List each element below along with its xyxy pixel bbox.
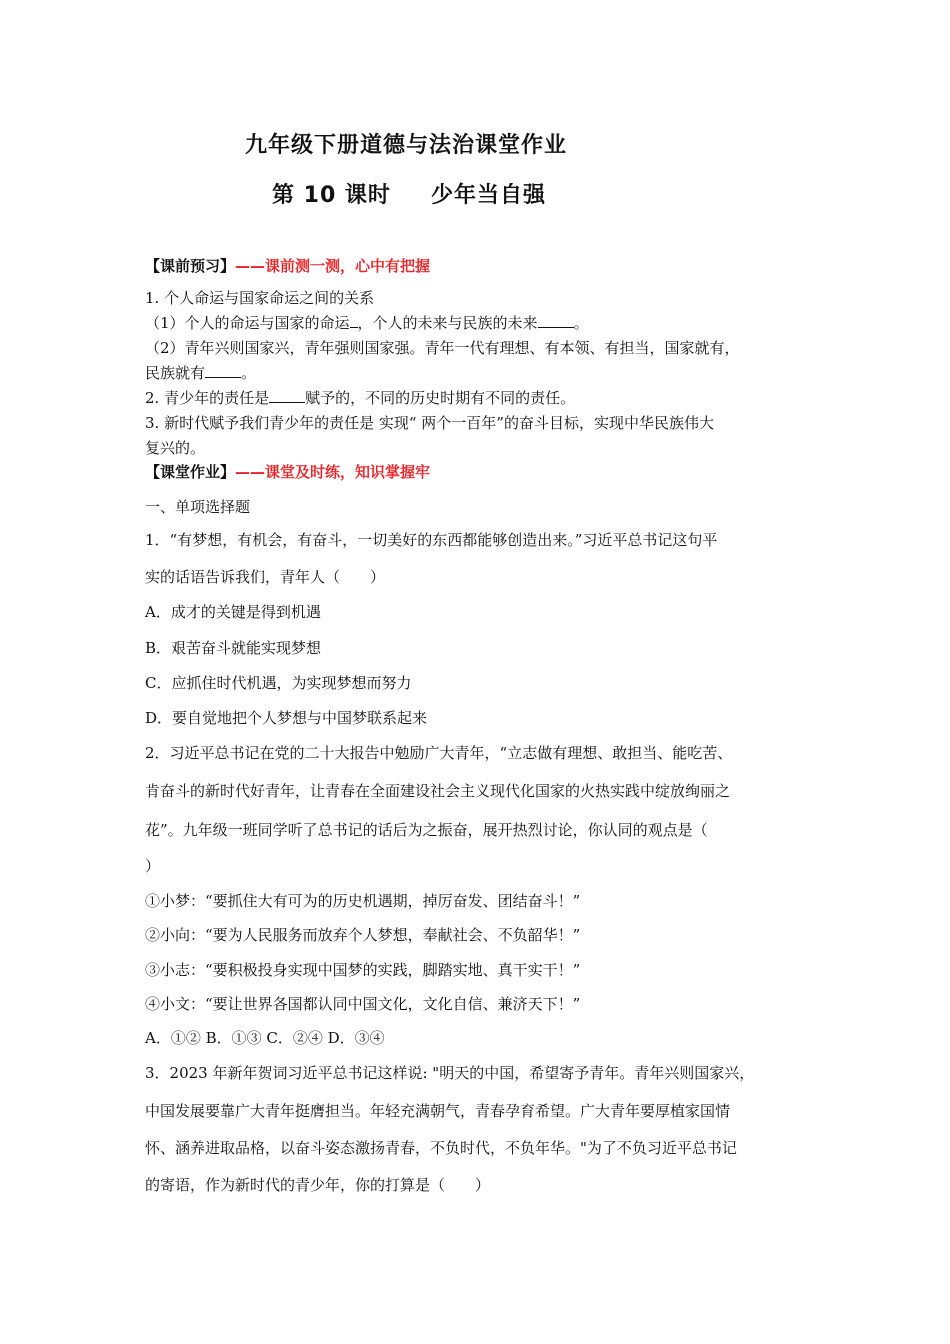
q1-option-a[interactable]: A．成才的关键是得到机遇 <box>145 603 321 621</box>
preview-line-2: （1）个人的命运与国家的命运 ，个人的未来与民族的未来 。 <box>145 314 589 332</box>
q1-option-b[interactable]: B．艰苦奋斗就能实现梦想 <box>145 639 322 657</box>
q2-stem-line-2: 肯奋斗的新时代好青年，让青春在全面建设社会主义现代化国家的火热实践中绽放绚丽之 <box>145 782 731 800</box>
q1-option-c[interactable]: C．应抓住时代机遇，为实现梦想而努力 <box>145 674 412 692</box>
preview-slogan: ——课前测一测，心中有把握 <box>235 257 431 275</box>
preview-line-1: 1. 个人命运与国家命运之间的关系 <box>145 289 375 307</box>
q3-stem-line-2: 中国发展要靠广大青年挺膺担当。年轻充满朝气，青春孕育希望。广大青年要厚植家国情 <box>145 1102 731 1120</box>
q2-statement-4: ④小文：“要让世界各国都认同中国文化，文化自信、兼济天下！” <box>145 995 581 1013</box>
q2-statement-1: ①小梦：“要抓住大有可为的历史机遇期，掉厉奋发、团结奋斗！” <box>145 892 581 910</box>
fill-blank[interactable] <box>269 388 305 403</box>
lesson-heading <box>272 178 546 209</box>
q1-stem-line-2: 实的话语告诉我们，青年人（ ） <box>145 568 386 586</box>
q1-option-d[interactable]: D．要自觉地把个人梦想与中国梦联系起来 <box>145 709 428 727</box>
q1-stem-line-1: 1．“有梦想，有机会，有奋斗，一切美好的东西都能够创造出来。”习近平总书记这句平 <box>145 531 718 549</box>
fill-blank[interactable] <box>538 313 574 328</box>
lesson-number: 第 10 课时 <box>272 183 391 208</box>
q2-stem-line-3: 花”。九年级一班同学听了总书记的话后为之振奋，展开热烈讨论，你认同的观点是（ <box>145 821 708 839</box>
q2-statement-3: ③小志：“要积极投身实现中国梦的实践，脚踏实地、真干实干！” <box>145 961 581 979</box>
q2-statement-2: ②小向：“要为人民服务而放弃个人梦想，奉献社会、不负韶华！” <box>145 926 581 944</box>
preview-line-3: （2）青年兴则国家兴，青年强则国家强。青年一代有理想、有本领、有担当，国家就有， <box>145 339 740 357</box>
fill-blank[interactable] <box>205 363 241 378</box>
preview-line-4: 民族就有 。 <box>145 364 257 382</box>
q2-options[interactable]: A．①② B．①③ C．②④ D．③④ <box>145 1029 385 1047</box>
classwork-slogan: ——课堂及时练，知识掌握牢 <box>235 463 431 481</box>
document-title: 九年级下册道德与法治课堂作业 <box>245 133 568 158</box>
preview-section-heading <box>145 256 430 276</box>
fill-blank[interactable] <box>350 313 358 328</box>
preview-line-6: 3. 新时代赋予我们青少年的责任是 实现“ 两个一百年”的奋斗目标，实现中华民族伟大 <box>145 414 714 432</box>
q2-stem-line-1: 2．习近平总书记在党的二十大报告中勉励广大青年，“立志做有理想、敢担当、能吃苦、 <box>145 744 733 762</box>
q3-stem-line-1: 3．2023 年新年贺词习近平总书记这样说: "明天的中国，希望寄予青年。青年兴则国家兴， <box>145 1064 755 1082</box>
lesson-title: 少年当自强 <box>430 183 546 208</box>
question-section-title: 一、单项选择题 <box>145 498 251 516</box>
q3-stem-line-3: 怀、涵养进取品格，以奋斗姿态激扬青春，不负时代，不负年华。"为了不负习近平总书记 <box>145 1139 737 1157</box>
classwork-section-heading <box>145 462 430 482</box>
preview-line-7: 复兴的。 <box>145 439 206 457</box>
preview-label: 【课前预习】 <box>145 257 236 275</box>
q2-stem-line-4: ） <box>145 857 161 875</box>
q3-stem-line-4: 的寄语，作为新时代的青少年，你的打算是（ ） <box>145 1176 491 1194</box>
preview-line-5: 2. 青少年的责任是 赋予的，不同的历史时期有不同的责任。 <box>145 389 576 407</box>
classwork-label: 【课堂作业】 <box>145 463 236 481</box>
